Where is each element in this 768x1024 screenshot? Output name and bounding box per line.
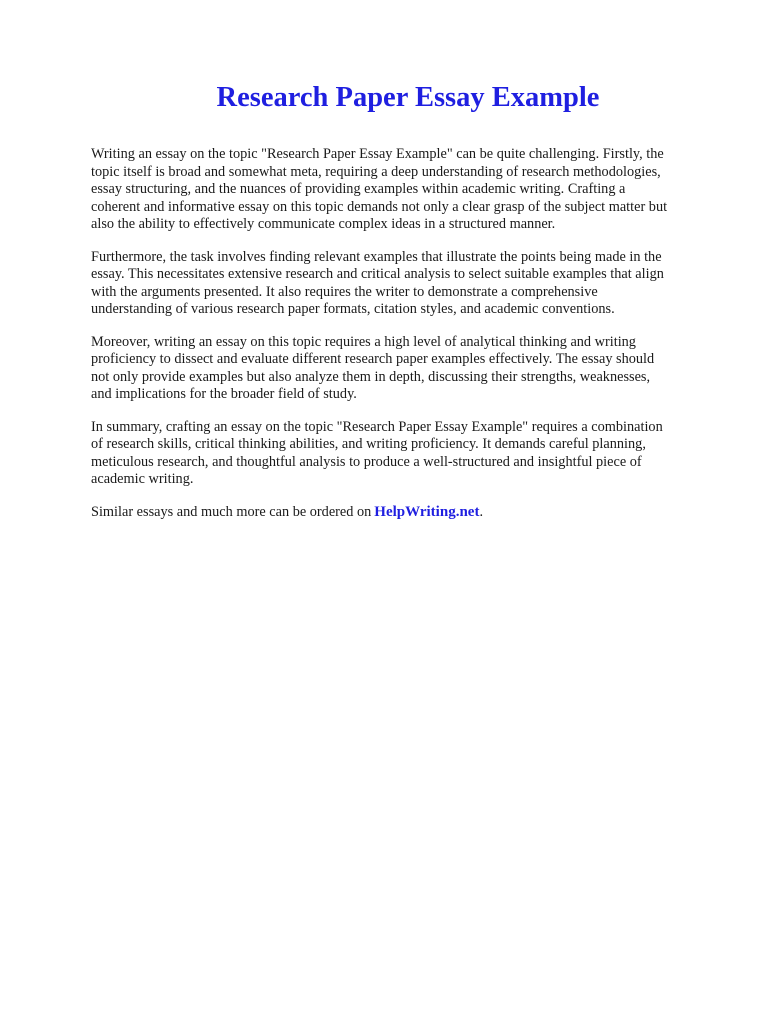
paragraph-line: of research skills, critical thinking abilities, and writing proficiency. It demands careful planning,	[91, 436, 646, 452]
order-note	[91, 504, 731, 522]
paragraph-line: proficiency to dissect and evaluate different research paper examples effectively. The essay should	[91, 351, 655, 367]
paragraph-4	[91, 419, 731, 489]
paragraph-line: Moreover, writing an essay on this topic requires a high level of analytical thinking and writing	[91, 333, 636, 350]
paragraph-line: and implications for the broader field of study.	[91, 386, 357, 402]
paragraph-line: essay. This necessitates extensive research and critical analysis to select suitable examples that align	[91, 266, 664, 282]
paragraph-line: with the arguments presented. It also requires the writer to demonstrate a comprehensive	[91, 283, 598, 300]
paragraph-line: topic itself is broad and somewhat meta, requiring a deep understanding of research methodologies,	[91, 163, 661, 180]
paragraph-line: academic writing.	[91, 471, 194, 487]
paragraph-line: also the ability to effectively communicate complex ideas in a structured manner.	[91, 216, 556, 232]
paragraph-1	[91, 146, 731, 234]
paragraph-line: In summary, crafting an essay on the topic "Research Paper Essay Example" requires a combination	[91, 418, 663, 435]
paragraph-line: Furthermore, the task involves finding relevant examples that illustrate the points being made in the	[91, 248, 662, 265]
order-note-prefix: Similar essays and much more can be ordered on	[91, 503, 372, 520]
paragraph-line: meticulous research, and thoughtful analysis to produce a well-structured and insightful piece of	[91, 453, 642, 470]
page-title: Research Paper Essay Example	[216, 82, 600, 113]
order-note-suffix: .	[479, 503, 484, 520]
paragraph-3	[91, 334, 731, 404]
paragraph-2	[91, 249, 731, 319]
document-body	[91, 146, 731, 521]
helpwriting-link[interactable]: HelpWriting.net	[374, 503, 480, 520]
paragraph-line: not only provide examples but also analyze them in depth, discussing their strengths, weaknesses,	[91, 368, 651, 385]
paragraph-line: understanding of various research paper formats, citation styles, and academic conventions.	[91, 301, 615, 317]
paragraph-line: Writing an essay on the topic "Research Paper Essay Example" can be quite challenging. Firstly, the	[91, 146, 664, 162]
paragraph-line: essay structuring, and the nuances of providing examples within academic writing. Crafting a	[91, 181, 626, 197]
paragraph-line: coherent and informative essay on this topic demands not only a clear grasp of the subject matter but	[91, 198, 668, 215]
